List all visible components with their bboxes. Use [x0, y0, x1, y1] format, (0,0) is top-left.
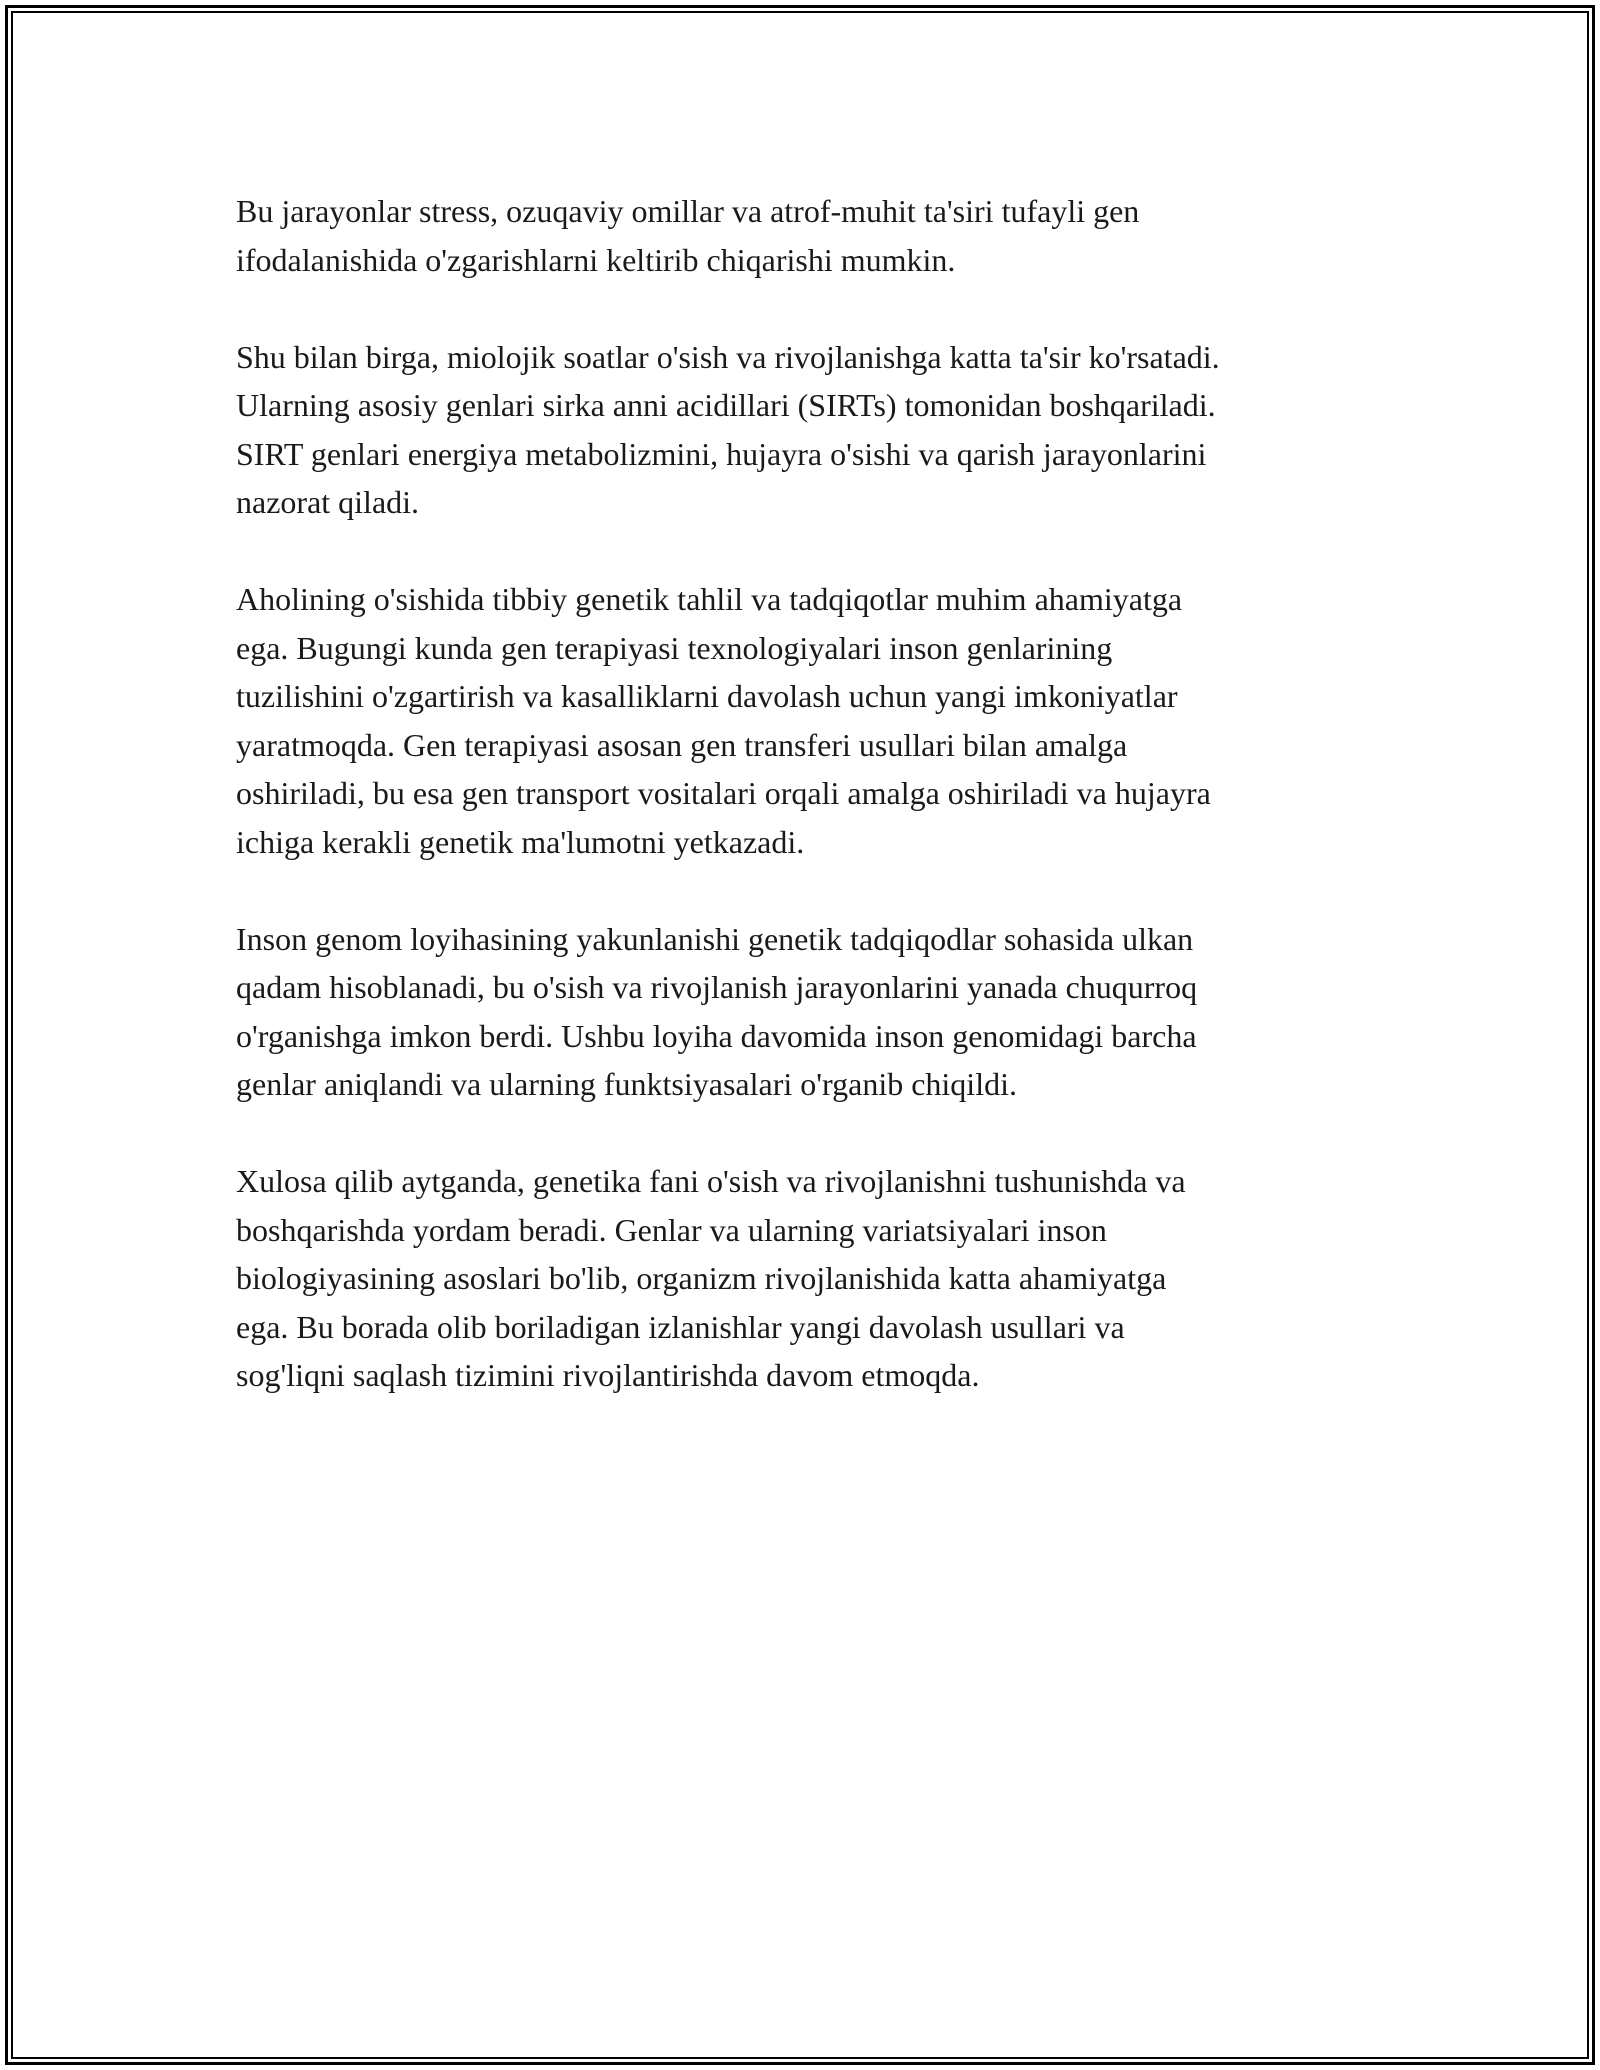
document-body	[236, 187, 1396, 1448]
text-line: ega. Bu borada olib boriladigan izlanishlar yangi davolash usullari va	[236, 1308, 1125, 1345]
text-line: genlar aniqlandi va ularning funktsiyasalari o'rganib chiqildi.	[236, 1066, 1017, 1102]
text-line: qadam hisoblanadi, bu o'sish va rivojlanish jarayonlarini yanada chuqurroq	[236, 969, 1198, 1005]
paragraph-human-genome-project	[236, 915, 1396, 1109]
text-line: oshiriladi, bu esa gen transport vositalari orqali amalga oshiriladi va hujayra	[236, 775, 1211, 811]
text-line: ega. Bugungi kunda gen terapiyasi texnologiyalari inson genlarining	[236, 629, 1113, 666]
text-line: ifodalanishida o'zgarishlarni keltirib chiqarishi mumkin.	[236, 241, 956, 278]
text-line: sog'liqni saqlash tizimini rivojlantirishda davom etmoqda.	[236, 1357, 980, 1393]
text-line: Ularning asosiy genlari sirka anni acidillari (SIRTs) tomonidan boshqariladi.	[236, 387, 1216, 423]
paragraph-gene-expression	[236, 187, 1396, 284]
text-line: Aholining o'sishida tibbiy genetik tahlil va tadqiqotlar muhim ahamiyatga	[236, 581, 1183, 617]
text-line: o'rganishga imkon berdi. Ushbu loyiha davomida inson genomidagi barcha	[236, 1017, 1197, 1054]
text-line: SIRT genlari energiya metabolizmini, hujayra o'sishi va qarish jarayonlarini	[236, 435, 1207, 472]
text-line: Inson genom loyihasining yakunlanishi genetik tadqiqodlar sohasida ulkan	[236, 920, 1194, 957]
text-line: biologiyasining asoslari bo'lib, organizm rivojlanishida katta ahamiyatga	[236, 1260, 1167, 1296]
text-line: Xulosa qilib aytganda, genetika fani o'sish va rivojlanishni tushunishda va	[236, 1163, 1186, 1199]
paragraph-biological-clocks	[236, 333, 1396, 527]
text-line: Shu bilan birga, miolojik soatlar o'sish va rivojlanishga katta ta'sir ko'rsatadi.	[236, 338, 1220, 375]
text-line: tuzilishini o'zgartirish va kasalliklarni davolash uchun yangi imkoniyatlar	[236, 678, 1178, 714]
text-line: yaratmoqda. Gen terapiyasi asosan gen transferi usullari bilan amalga	[236, 726, 1128, 763]
text-line: Bu jarayonlar stress, ozuqaviy omillar va atrof-muhit ta'siri tufayli gen	[236, 193, 1140, 229]
paragraph-gene-therapy	[236, 575, 1396, 866]
text-line: nazorat qiladi.	[236, 484, 420, 520]
text-line: boshqarishda yordam beradi. Genlar va ularning variatsiyalari inson	[236, 1211, 1107, 1248]
text-line: ichiga kerakli genetik ma'lumotni yetkazadi.	[236, 823, 805, 860]
paragraph-conclusion	[236, 1157, 1396, 1400]
